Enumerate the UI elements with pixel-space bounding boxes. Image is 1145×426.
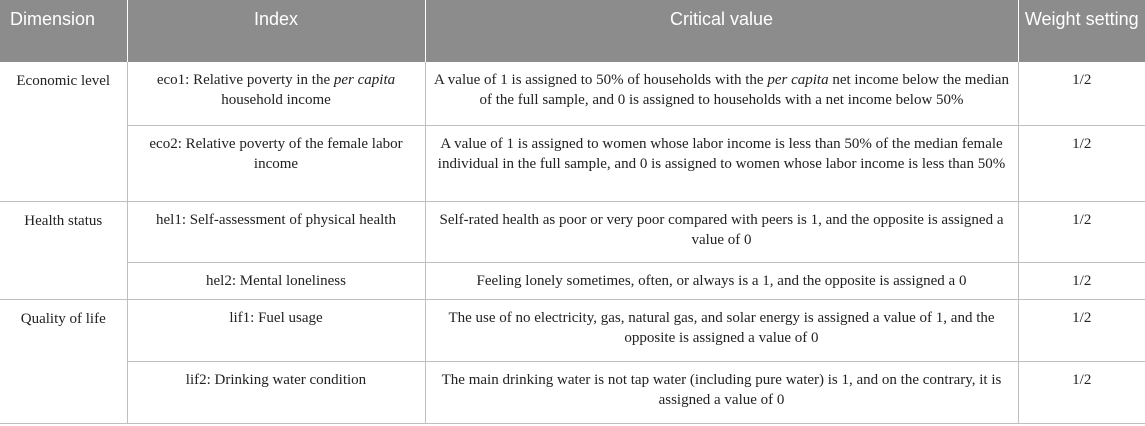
critical-text-end: net income below the median of the full sample, and 0 is assigned to households with a net income below 50%: [479, 72, 1009, 108]
table-row: [0, 125, 1145, 201]
critical-value-cell: Self-rated health as poor or very poor compared with peers is 1, and the opposite is assigned a value of 0: [425, 201, 1018, 262]
table-row: [0, 299, 1145, 361]
index-text-start: eco1: Relative poverty in the: [156, 72, 334, 88]
critical-text-start: A value of 1 is assigned to 50% of households with the: [434, 72, 768, 88]
dimension-cell: Health status: [0, 201, 127, 299]
header-dimension: Dimension: [0, 0, 127, 62]
table-row: [0, 262, 1145, 299]
index-cell: lif2: Drinking water condition: [127, 361, 425, 423]
weight-cell: 1/2: [1018, 361, 1145, 423]
index-cell: lif1: Fuel usage: [127, 299, 425, 361]
index-text-end: household income: [221, 92, 331, 108]
critical-value-cell: Feeling lonely sometimes, often, or always is a 1, and the opposite is assigned a 0: [425, 262, 1018, 299]
header-weight-setting: Weight setting: [1018, 0, 1145, 62]
weight-cell: 1/2: [1018, 62, 1145, 125]
table-body: [0, 62, 1145, 423]
index-text-italic: per capita: [333, 72, 396, 88]
table-header: [0, 0, 1145, 62]
weight-cell: 1/2: [1018, 201, 1145, 262]
critical-value-cell: The use of no electricity, gas, natural gas, and solar energy is assigned a value of 1, and the opposite is assigned a value of 0: [425, 299, 1018, 361]
header-index: Index: [127, 0, 425, 62]
index-cell: hel1: Self-assessment of physical health: [127, 201, 425, 262]
critical-value-cell: The main drinking water is not tap water (including pure water) is 1, and on the contrary, it is assigned a value of 0: [425, 361, 1018, 423]
table-row: [0, 62, 1145, 125]
table-row: [0, 361, 1145, 423]
index-cell: eco2: Relative poverty of the female labor income: [127, 125, 425, 201]
index-cell: [127, 62, 425, 125]
weight-cell: 1/2: [1018, 125, 1145, 201]
index-cell: hel2: Mental loneliness: [127, 262, 425, 299]
header-row: [0, 0, 1145, 62]
header-critical-value: Critical value: [425, 0, 1018, 62]
critical-value-cell: A value of 1 is assigned to women whose labor income is less than 50% of the median female individual in the full sample, and 0 is assigned to women whose labor income is less than 50%: [425, 125, 1018, 201]
critical-text-italic: per capita: [767, 72, 829, 88]
weight-cell: 1/2: [1018, 262, 1145, 299]
dimension-cell: Economic level: [0, 62, 127, 201]
weight-cell: 1/2: [1018, 299, 1145, 361]
critical-value-cell: [425, 62, 1018, 125]
dimension-cell: Quality of life: [0, 299, 127, 423]
table-row: [0, 201, 1145, 262]
